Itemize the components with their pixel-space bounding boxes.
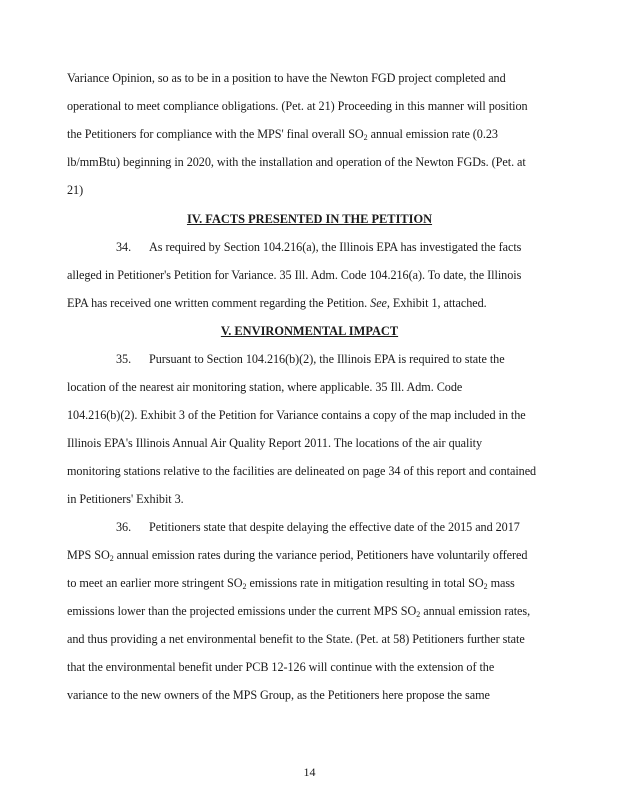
paragraph-number: 36. xyxy=(116,520,132,534)
subscript: 2 xyxy=(109,554,114,563)
paragraph-36-line: that the environmental benefit under PCB 12-126 will continue with the extension of the xyxy=(67,660,495,674)
text-line xyxy=(67,126,557,142)
paragraph-36-line xyxy=(67,575,557,591)
subscript: 2 xyxy=(483,582,488,591)
text-fragment: As required by Section 104.216(a), the Illinois EPA has investigated the facts xyxy=(149,240,522,254)
page-number: 14 xyxy=(303,765,316,779)
paragraph-35-line: Illinois EPA's Illinois Annual Air Quality Report 2011. The locations of the air quality xyxy=(67,436,483,450)
subscript: 2 xyxy=(242,582,247,591)
text-fragment: emissions rate in mitigation resulting in total SO xyxy=(246,576,484,590)
section-heading-iv: IV. FACTS PRESENTED IN THE PETITION xyxy=(186,212,433,226)
paragraph-36-line: variance to the new owners of the MPS Group, as the Petitioners here propose the same xyxy=(67,688,490,702)
text-fragment: MPS SO xyxy=(67,548,110,562)
paragraph-36-line xyxy=(67,519,557,535)
paragraph-34-line: alleged in Petitioner's Petition for Variance. 35 Ill. Adm. Code 104.216(a). To date, the Illinois xyxy=(67,268,522,282)
text-fragment: EPA has received one written comment regarding the Petition. xyxy=(67,296,371,310)
paragraph-35-line: 104.216(b)(2). Exhibit 3 of the Petition for Variance contains a copy of the map included in the xyxy=(67,408,526,422)
text-fragment: emissions lower than the projected emissions under the current MPS SO xyxy=(67,604,417,618)
subscript: 2 xyxy=(363,133,368,142)
see-signal: See, xyxy=(370,296,390,310)
paragraph-number: 35. xyxy=(116,352,132,366)
text-line: 21) xyxy=(67,183,84,197)
paragraph-36-line xyxy=(67,603,557,619)
section-heading-v: V. ENVIRONMENTAL IMPACT xyxy=(220,324,399,338)
text-fragment: annual emission rates during the variance period, Petitioners have voluntarily offered xyxy=(113,548,528,562)
paragraph-36-line: and thus providing a net environmental benefit to the State. (Pet. at 58) Petitioners further state xyxy=(67,632,525,646)
text-line: operational to meet compliance obligations. (Pet. at 21) Proceeding in this manner will position xyxy=(67,99,528,113)
subscript: 2 xyxy=(416,610,421,619)
paragraph-number: 34. xyxy=(116,240,132,254)
paragraph-34-line xyxy=(67,295,557,311)
text-fragment: Petitioners state that despite delaying the effective date of the 2015 and 2017 xyxy=(149,520,520,534)
text-fragment: annual emission rate (0.23 xyxy=(367,127,498,141)
text-fragment: annual emission rates, xyxy=(420,604,531,618)
paragraph-36-line xyxy=(67,547,557,563)
text-line: Variance Opinion, so as to be in a position to have the Newton FGD project completed and xyxy=(67,71,506,85)
paragraph-34-line xyxy=(67,239,557,255)
paragraph-35-line: monitoring stations relative to the facilities are delineated on page 34 of this report and contained xyxy=(67,464,537,478)
text-fragment: Pursuant to Section 104.216(b)(2), the Illinois EPA is required to state the xyxy=(149,352,505,366)
paragraph-35-line: in Petitioners' Exhibit 3. xyxy=(67,492,184,506)
text-line: lb/mmBtu) beginning in 2020, with the installation and operation of the Newton FGDs. (Pet. at xyxy=(67,155,526,169)
text-fragment: mass xyxy=(487,576,515,590)
paragraph-35-line xyxy=(67,351,557,367)
text-fragment: to meet an earlier more stringent SO xyxy=(67,576,243,590)
text-fragment: Exhibit 1, attached. xyxy=(389,296,487,310)
paragraph-35-line: location of the nearest air monitoring station, where applicable. 35 Ill. Adm. Code xyxy=(67,380,463,394)
text-fragment: the Petitioners for compliance with the MPS' final overall SO xyxy=(67,127,364,141)
